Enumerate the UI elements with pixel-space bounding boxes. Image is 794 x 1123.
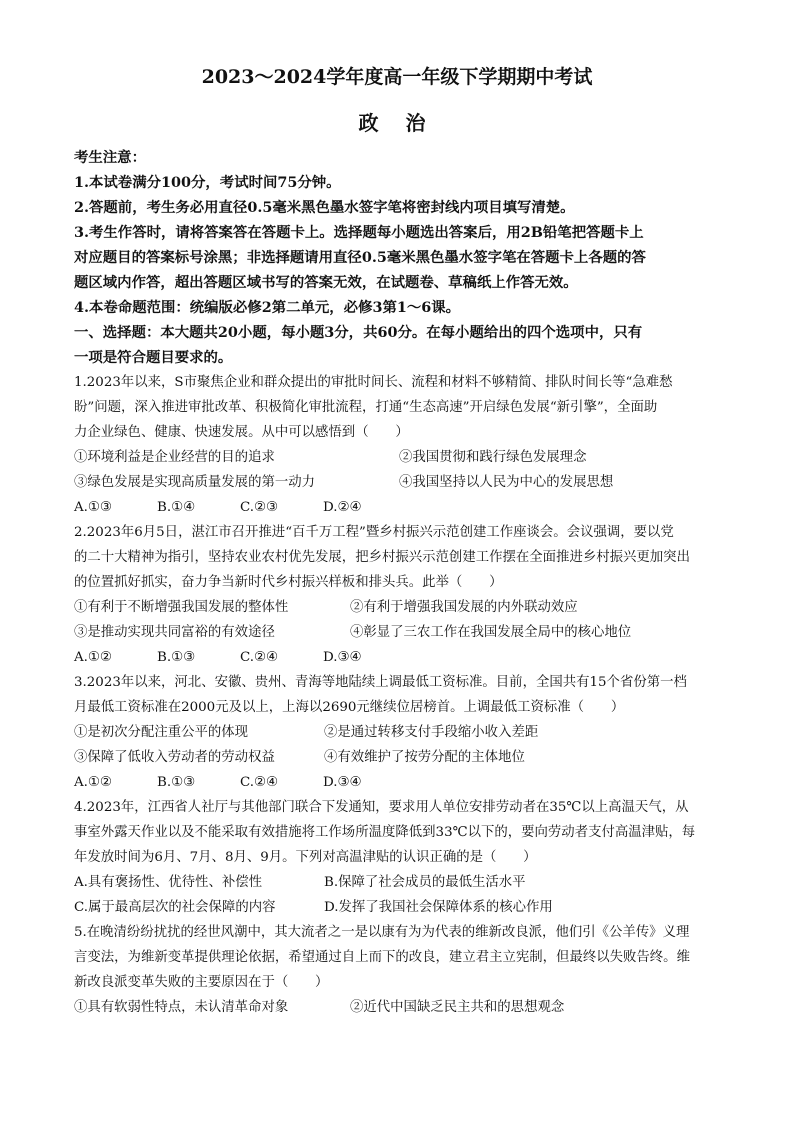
option: ②有利于增强我国发展的内外联动效应 [350,600,578,615]
question-stem: 月最低工资标准在2000元及以上，上海以2690元继续位居榜首。上调最低工资标准（ ） [74,700,625,715]
question-3 [74,670,724,795]
question-stem: 新改良派变革失败的主要原因在于（ ） [74,975,329,990]
notice-item: 3.考生作答时，请将答案答在答题卡上。选择题每小题选出答案后，用2B铅笔把答题卡上 [74,224,644,241]
option: ①环境利益是企业经营的目的追求 [74,450,275,465]
choice: B.①④ [157,500,196,515]
exam-title: 2023～2024学年度高一年级下学期期中考试 [201,66,593,88]
question-stem: 言变法，为维新变革提供理论依据，希望通过自上而下的改良，建立君主立宪制，但最终以失败告终。维 [74,950,690,965]
exam-subject: 政 治 [358,111,436,135]
question-4 [74,795,724,920]
notice-item: 4.本卷命题范围：统编版必修2第二单元，必修3第1～6课。 [74,299,461,316]
options-row [74,620,724,645]
option: ③是推动实现共同富裕的有效途径 [74,625,275,640]
question-stem: 的位置抓好抓实，奋力争当新时代乡村振兴样板和排头兵。此举（ ） [74,575,503,590]
section-heading: 一项是符合题目要求的。 [74,349,233,366]
question-stem: 年发放时间为6月、7月、8月、9月。下列对高温津贴的认识正确的是（ ） [74,850,537,865]
option: ①是初次分配注重公平的体现 [74,725,249,740]
question-1 [74,370,724,520]
choice: D.③④ [323,650,362,665]
option: B.保障了社会成员的最低生活水平 [324,875,526,890]
question-stem: 5.在晚清纷纷扰扰的经世风潮中，其大流者之一是以康有为为代表的维新改良派，他们引《公羊传》义理 [74,925,690,940]
choice: A.①② [74,650,112,665]
question-stem: 力企业绿色、健康、快速发展。从中可以感悟到（ ） [74,425,409,440]
options-row [74,595,724,620]
options-row [74,895,724,920]
choice: C.②③ [240,500,279,515]
question-stem: 4.2023年，江西省人社厅与其他部门联合下发通知，要求用人单位安排劳动者在35℃以上高温天气，从 [74,800,689,815]
options-row [74,445,724,470]
option: ②是通过转移支付手段缩小收入差距 [324,725,539,740]
question-stem: 3.2023年以来，河北、安徽、贵州、青海等地陆续上调最低工资标准。目前，全国共有15个省份第一档 [74,675,687,690]
exam-body [74,145,724,1020]
notice-item: 2.答题前，考生务必用直径0.5毫米黑色墨水签字笔将密封线内项目填写清楚。 [74,199,575,216]
question-5 [74,920,724,1020]
options-row [74,995,724,1020]
answer-choices [74,495,724,520]
option: C.属于最高层次的社会保障的内容 [74,900,276,915]
options-row [74,870,724,895]
question-stem: 事室外露天作业以及不能采取有效措施将工作场所温度降低到33℃以下的，要向劳动者支付高温津贴，每 [74,825,696,840]
question-2 [74,520,724,670]
choice: D.②④ [323,500,362,515]
choice: A.①② [74,775,112,790]
option: ④有效维护了按劳分配的主体地位 [324,750,525,765]
notice-item: 1.本试卷满分100分，考试时间75分钟。 [74,174,341,191]
notice-item: 题区域内作答，超出答题区域书写的答案无效，在试题卷、草稿纸上作答无效。 [74,274,578,291]
option: ③保障了低收入劳动者的劳动权益 [74,750,275,765]
option: ②近代中国缺乏民主共和的思想观念 [350,1000,565,1015]
question-stem: 2.2023年6月5日，湛江市召开推进“百千万工程”暨乡村振兴示范创建工作座谈会。会议强调，要以党 [74,525,674,540]
option: A.具有褒扬性、优待性、补偿性 [74,875,263,890]
choice: B.①③ [157,775,196,790]
options-row [74,720,724,745]
choice: C.②④ [240,775,279,790]
option: ①有利于不断增强我国发展的整体性 [74,600,289,615]
answer-choices [74,645,724,670]
choice: A.①③ [74,500,112,515]
section-heading: 一、选择题：本大题共20小题，每小题3分，共60分。在每小题给出的四个选项中，只有 [74,324,643,341]
option: ①具有软弱性特点，未认清革命对象 [74,1000,289,1015]
choice: C.②④ [240,650,279,665]
option: ②我国贯彻和践行绿色发展理念 [399,450,587,465]
notice-heading: 考生注意： [74,149,146,166]
question-stem: 的二十大精神为指引，坚持农业农村优先发展，把乡村振兴示范创建工作摆在全面推进乡村振兴更加突出 [74,550,690,565]
question-stem: 1.2023年以来，S市聚焦企业和群众提出的审批时间长、流程和材料不够精简、排队时间长等“急难愁 [74,375,673,390]
option: ④彰显了三农工作在我国发展全局中的核心地位 [350,625,632,640]
option: D.发挥了我国社会保障体系的核心作用 [324,900,553,915]
option: ④我国坚持以人民为中心的发展思想 [399,475,614,490]
answer-choices [74,770,724,795]
option: ③绿色发展是实现高质量发展的第一动力 [74,475,316,490]
choice: D.③④ [323,775,362,790]
options-row [74,745,724,770]
question-stem: 盼”问题，深入推进审批改革、积极简化审批流程，打通“生态高速”开启绿色发展“新引擎”，全面助 [74,400,658,415]
choice: B.①③ [157,650,196,665]
options-row [74,470,724,495]
notice-item: 对应题目的答案标号涂黑；非选择题请用直径0.5毫米黑色墨水签字笔在答题卡上各题的答 [74,249,646,266]
